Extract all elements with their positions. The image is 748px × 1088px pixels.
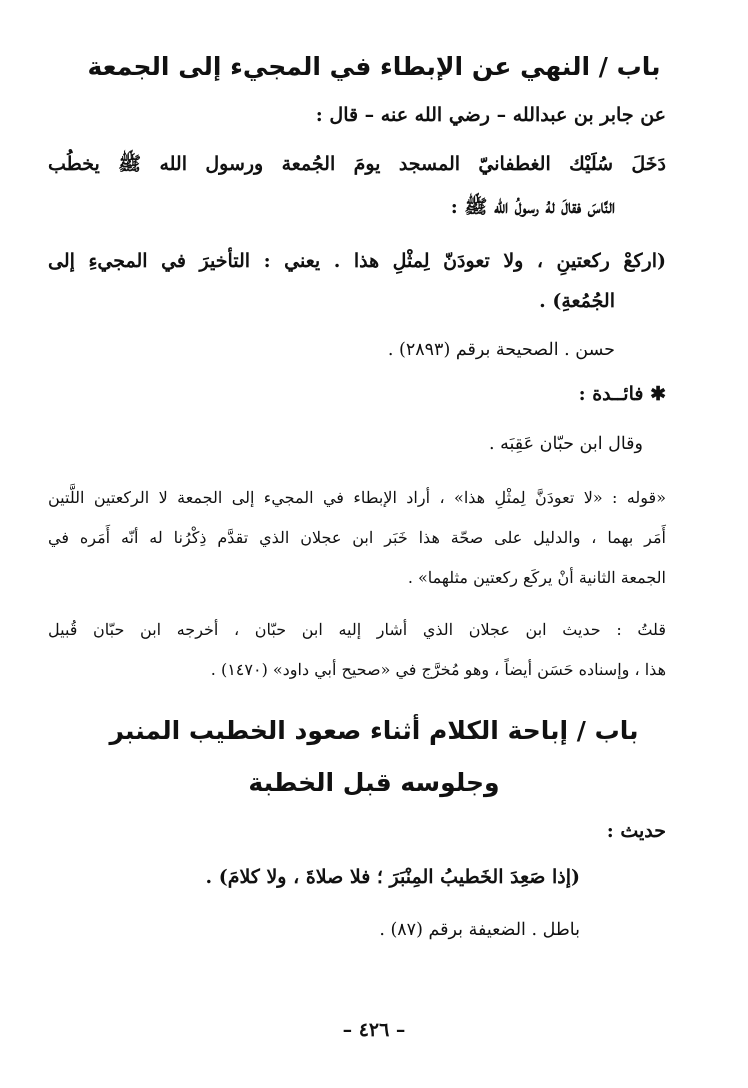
chapter-heading-1: باب / النهي عن الإبطاء في المجيء إلى الجمعة <box>87 52 661 81</box>
hadith-label: حديث : <box>606 820 666 842</box>
prophet-quote-line-1: (اركعْ ركعتينِ ، ولا تعودَنّ لِمثْلِ هذا . يعني : التأخيرَ في المجيءِ إلى <box>48 250 666 272</box>
asterisk-icon: ✱ <box>650 383 666 405</box>
commentary-line-2: أَمَر بهما ، والدليل على صحّة هذا خَبَر ابن عجلان الذي تقدَّم ذِكْرُنا له أنّه أَمَره في <box>48 528 666 547</box>
commentary-line-1: «قوله : «لا تعودَنَّ لِمثْلِ هذا» ، أراد الإبطاء في المجيء إلى الجمعة لا الركعتين اللَّتين <box>48 488 666 507</box>
hadith-2-grading: باطل . الضعيفة برقم (٨٧) . <box>379 920 580 940</box>
author-note-line-2: هذا ، وإسناده حَسَن أيضاً ، وهو مُخرَّج في «صحيح أبي داود» (١٤٧٠) . <box>210 660 666 679</box>
prophet-quote-line-2: الجُمُعةِ) . <box>539 290 615 312</box>
ibn-hibban-line: وقال ابن حبّان عَقِبَه . <box>489 434 643 454</box>
isnad-line: عن جابر بن عبدالله – رضي الله عنه – قال : <box>315 104 666 126</box>
author-note-line-1: قلتُ : حديث ابن عجلان الذي أشار إليه ابن حبّان ، أخرجه ابن حبّان قُبيل <box>48 620 666 639</box>
commentary-line-3: الجمعة الثانية أنْ يركَع ركعتين مثلهما» . <box>407 568 666 587</box>
chapter-heading-2-line-1: باب / إباحة الكلام أثناء صعود الخطيب المنبر <box>109 716 639 745</box>
page-number: – ٤٢٦ – <box>342 1019 406 1041</box>
benefit-heading <box>579 383 666 405</box>
hadith-grading: حسن . الصحيحة برقم (٢٨٩٣) . <box>387 340 615 360</box>
chapter-heading-2-line-2: وجلوسه قبل الخطبة <box>248 768 500 797</box>
benefit-label: فائــدة : <box>578 383 644 405</box>
hadith-text-2: (إذا صَعِدَ الخَطيبُ المِنْبَرَ ؛ فلا صلاةَ ، ولا كلامَ) . <box>205 866 580 888</box>
hadith-text-line-1: دَخَلَ سُلَيْك الغطفانيّ المسجد يومَ الجُمعة ورسول الله ﷺ يخطُب <box>48 153 666 175</box>
hadith-text-line-2: النَّاسَ فقالَ لهُ رسولُ الله ﷺ : <box>450 196 615 218</box>
